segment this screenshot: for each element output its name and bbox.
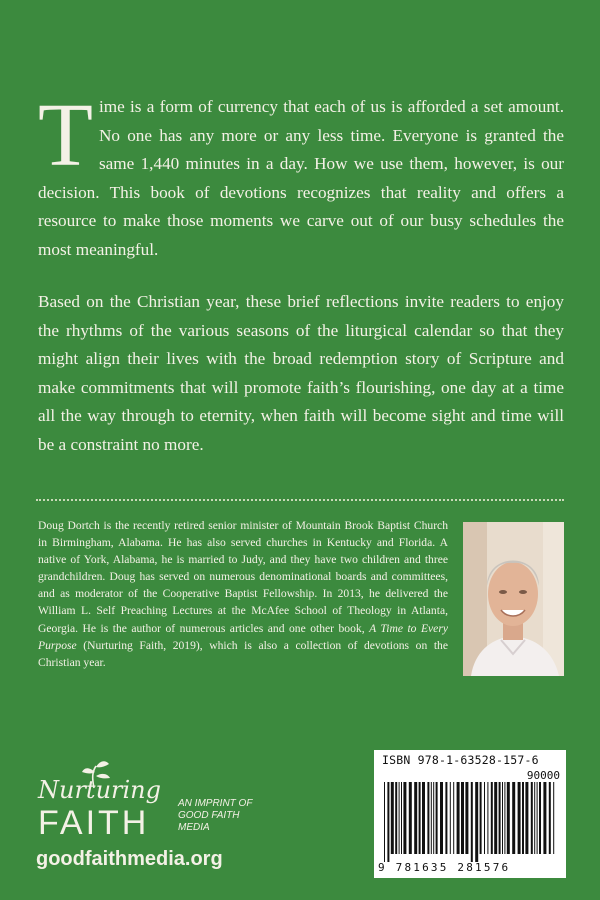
barcode-bar: [403, 782, 406, 854]
barcode-bar: [453, 782, 454, 854]
ean-digits: 9 781635 281576: [378, 861, 511, 874]
barcode-bar: [445, 782, 447, 854]
isbn-number: ISBN 978-1-63528-157-6: [382, 753, 539, 767]
barcode-bar: [475, 782, 478, 862]
author-bio-text-2: (Nurturing Faith, 2019), which is also a collection of devotions on the Christian year.: [38, 638, 448, 669]
barcode-bars: [382, 782, 558, 862]
barcode-bar: [491, 782, 493, 854]
blurb-paragraph-2: Based on the Christian year, these brief reflections invite readers to enjoy the rhythms of the various seasons of the liturgical calendar so that they might align their lives with the broad redemption story of Scripture and make commitments that will promote faith’s flourishing, one day at a time all the way through to eternity, when faith will become sight and time will be a constraint no more.: [38, 292, 564, 454]
publisher-tagline: AN IMPRINT OF GOOD FAITH MEDIA: [178, 798, 253, 833]
barcode-bar: [436, 782, 438, 854]
barcode-bar: [499, 782, 501, 854]
nurturing-faith-logo: [36, 758, 176, 838]
barcode-bar: [507, 782, 510, 854]
barcode-bar: [414, 782, 417, 854]
barcode-bar: [518, 782, 521, 854]
logo-word-faith: FAITH: [38, 804, 150, 838]
barcode-bar: [422, 782, 425, 854]
barcode-bar: [522, 782, 524, 854]
blurb-paragraph-1: [38, 86, 564, 265]
dotted-divider: [36, 499, 564, 501]
barcode-bar: [487, 782, 488, 854]
barcode-bar: [433, 782, 434, 854]
barcode-bar: [461, 782, 464, 854]
barcode-bar: [401, 782, 402, 854]
barcode-bar: [391, 782, 394, 854]
barcode-bar: [465, 782, 468, 854]
barcode-bar: [494, 782, 497, 854]
logo-word-nurturing: Nurturing: [38, 776, 161, 804]
author-book-title: A Time to Every Purpose: [38, 621, 448, 652]
barcode-bar: [525, 782, 528, 854]
barcode-bar: [480, 782, 482, 854]
barcode-bar: [450, 782, 451, 854]
barcode-bar: [471, 782, 473, 862]
barcode-bar: [399, 782, 400, 854]
blurb-paragraph-1-text: ime is a form of currency that each of us is afforded a set amount. No one has any more or any less time. Everyone is granted the same 1,440 minutes in a day. How we use them, however, is our decision. This book of devotions recognizes that reality and offers a resource to make those moments we carve out of our busy schedules the most meaningful.: [38, 97, 564, 259]
publisher-website[interactable]: goodfaithmedia.org: [36, 848, 223, 870]
barcode-bar: [543, 782, 546, 854]
barcode-bar: [484, 782, 485, 854]
barcode-bar: [534, 782, 535, 854]
nurturing-faith-logo-icon: [36, 758, 176, 838]
barcode-bar: [504, 782, 505, 854]
author-bio-text-1: Doug Dortch is the recently retired senior minister of Mountain Brook Baptist Church in Birmingham, Alabama. He has also served churches in Kentucky and Florida. A native of York, Alabama, he is married to Judy, and they have two children and three grandchildren. Doug has served on numerous denominational boards and committees, and as moderator of the Cooperative Baptist Fellowship. In 2013, he delivered the William L. Self Preaching Lectures at the McAfee School of Theology in Atlanta, Georgia. He is the author of numerous articles and one other book,: [38, 519, 448, 635]
barcode-bar: [531, 782, 533, 854]
author-bio: [38, 517, 448, 671]
barcode-bar: [539, 782, 541, 854]
barcode-bar: [409, 782, 412, 854]
isbn-barcode: [374, 750, 566, 878]
barcode-bar: [387, 782, 389, 862]
drop-cap: T: [38, 86, 93, 185]
barcode-bar: [549, 782, 551, 854]
barcode-bar: [512, 782, 515, 854]
price-code: 90000: [526, 769, 560, 782]
barcode-bar: [537, 782, 538, 854]
barcode-bar: [384, 782, 385, 862]
barcode-bar: [457, 782, 460, 854]
author-portrait-icon: [463, 522, 564, 676]
barcode-bar: [419, 782, 421, 854]
barcode-bar: [395, 782, 397, 854]
author-photo: [463, 522, 564, 676]
barcode-bar: [431, 782, 432, 854]
barcode-bar: [440, 782, 443, 854]
barcode-bar: [502, 782, 503, 854]
barcode-bar: [553, 782, 554, 854]
barcode-bar: [427, 782, 429, 854]
